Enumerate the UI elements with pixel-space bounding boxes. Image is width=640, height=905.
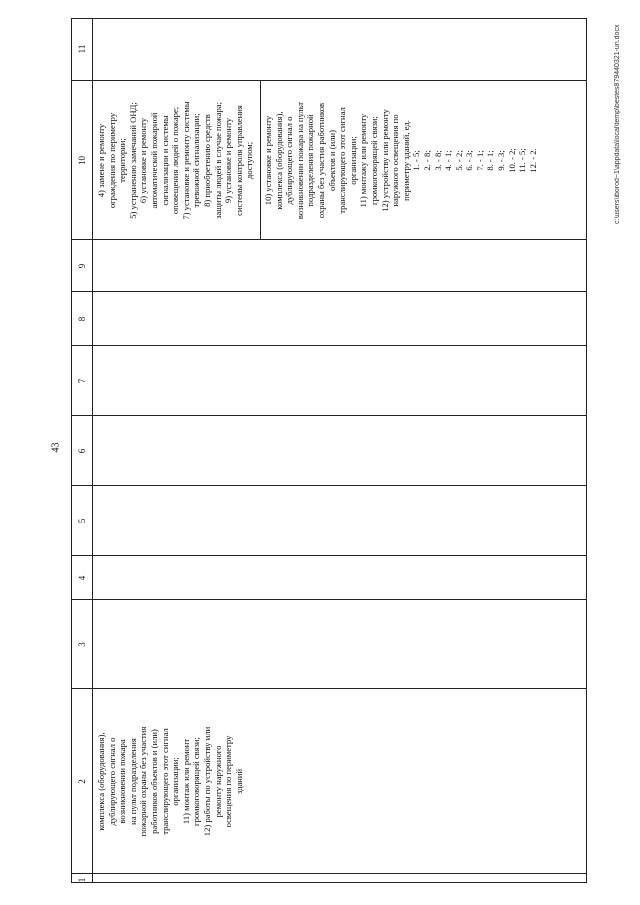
col-divider [72,80,586,81]
col-header-8: 8 [77,316,87,322]
footer-file-path: c:\users\iborod~1\appdata\local\temp\bestes879440321-un.docx [614,24,621,224]
col10-inner-divider [260,81,261,240]
col-header-6: 6 [77,448,87,454]
col-divider [72,239,586,240]
col-header-4: 4 [77,575,87,581]
col-divider [72,555,586,556]
col-header-9: 9 [77,263,87,269]
col-divider [72,345,586,346]
col10-text-bottom: 10) установке и ремонту комплекса (оборудования), дублирующего сигнал о возникновении пожара на пульт подразделения пожарной охраны без участия работников объектов и (или) транслирующего этот сигнал организации; 11) монтажу или ремонту громкоговорящей связи; 12) устройству или ремонту наружного освещения по периметру зданий, ед. 1. - 5; 2. - 8; 3. - 8; 4. - 1; 5. - 2; 6. - 3; 7. - 1; 8. - 1; 9. - 3; 10. - 2; 11. - 5; 12. - 2. [263,101,538,220]
col-header-10: 10 [77,156,87,165]
col-divider [72,291,586,292]
col-header-11: 11 [77,44,87,54]
col-divider [72,873,586,874]
col2-text: комплекса (оборудования), дублирующего сигнал о возникновении пожара на пульт подразделения пожарной охраны без участия работников объектов и (или) транслирующего этот сигнал организации; 11) монтаж или ремонт громкоговорящей связи; 12) работы по устройству или ремонту наружного освещения по периметру зданий [96,726,244,837]
col-header-7: 7 [77,378,87,384]
col-divider [72,599,586,600]
col-header-3: 3 [77,642,87,647]
col-divider [72,415,586,416]
col-divider [72,485,586,486]
col-divider [72,688,586,689]
data-table [71,18,587,883]
col-header-2: 2 [77,779,87,784]
page-number: 43 [50,442,62,453]
col10-text-top: 4) замене и ремонту ограждения по периметру территории; 5) устранению замечаний ОНД; 6) установке и ремонту автоматической пожарной сигнализации и системы оповещения людей о пожаре; 7) установке и ремонту системы тревожной сигнализации; 8) приобретению средств защиты людей в случае пожара; 9) установке и ремонту системы контроля управления доступом; [96,101,255,220]
header-divider [92,19,93,882]
col-header-5: 5 [77,518,87,524]
col-header-1: 1 [77,877,87,883]
